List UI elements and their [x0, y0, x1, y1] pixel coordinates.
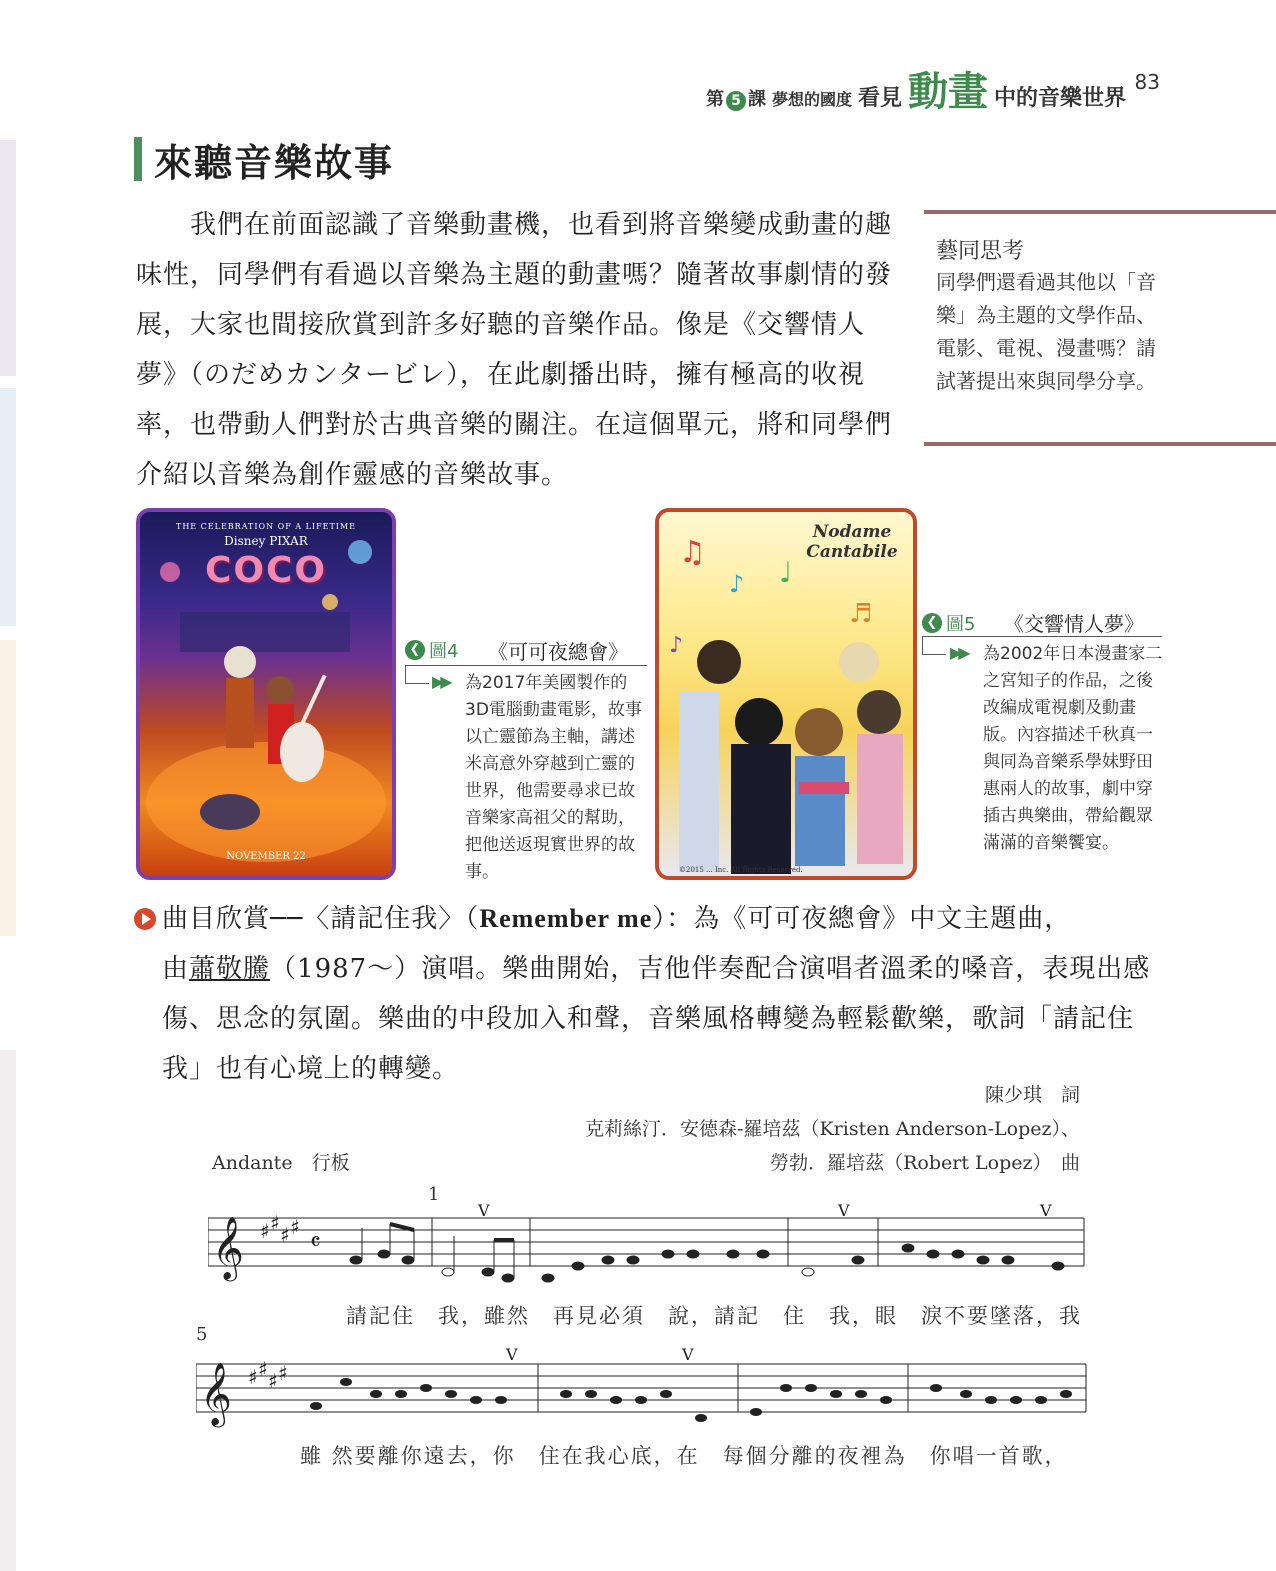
fig4-rule [405, 665, 647, 666]
nodame-poster [655, 508, 917, 880]
coco-title: COCO [204, 550, 328, 591]
svg-text:V: V [682, 1345, 694, 1364]
svg-text:V: V [506, 1345, 518, 1364]
fig4-connector-h [405, 683, 429, 684]
header-title-a: 看見 [857, 85, 902, 111]
coco-poster [136, 508, 396, 880]
svg-text:V: V [478, 1201, 490, 1220]
fig5-rule [922, 636, 1162, 637]
appreciation-pre: 由 [162, 954, 190, 984]
think-box-title: 藝同思考 [936, 239, 1025, 264]
running-header [706, 60, 1126, 117]
svg-text:V: V [1040, 1201, 1052, 1220]
appreciation-body [134, 944, 1174, 1094]
svg-text:𝄴: 𝄴 [310, 1228, 321, 1256]
measure-number-5: 5 [196, 1324, 208, 1345]
measure-number-1: 1 [428, 1184, 440, 1205]
fig4-label: ❮ 圖4 [405, 637, 458, 663]
back-arrow-icon: ❮ [922, 613, 942, 633]
staff-line-2 [196, 1340, 1096, 1440]
edge-tab-4 [0, 1050, 16, 1571]
intro-paragraph [136, 200, 896, 500]
fig5-text: 為2002年日本漫畫家二之宮知子的作品，之後改編成電視劇及動畫版。內容描述千秋真一與同為音樂系學妹野田惠兩人的故事，劇中穿插古典樂曲，帶給觀眾滿滿的音樂饗宴。 [983, 644, 1163, 853]
coco-tagline: THE CELEBRATION OF A LIFETIME [175, 522, 356, 531]
fig5-connector [922, 636, 924, 654]
section-title: 來聽音樂故事 [154, 140, 395, 185]
unit-name: 夢想的國度 [771, 90, 852, 109]
fig5-label: ❮ 圖5 [922, 610, 975, 636]
lyrics-line-2: 雖 然要離你遠去，你 住在我心底，在 每個分離的夜裡為 你唱一首歌， [300, 1444, 1068, 1468]
svg-text:♪: ♪ [669, 633, 684, 658]
svg-text:♫: ♫ [679, 535, 706, 570]
song-title-en: Remember me [479, 904, 653, 933]
edge-tab-3 [0, 640, 16, 936]
nodame-poster-art [659, 512, 913, 876]
appreciation-line-1 [134, 894, 1174, 944]
fig5-title: 《交響情人夢》 [1004, 612, 1144, 636]
staff-line-1 [208, 1200, 1088, 1300]
fig4-connector [405, 665, 407, 683]
svg-text:V: V [838, 1201, 850, 1220]
composer-credit-2: 勞勃．羅培茲（Robert Lopez） 曲 [770, 1152, 1080, 1174]
svg-text:𝄞: 𝄞 [212, 1216, 244, 1279]
tempo-marking: Andante 行板 [212, 1152, 350, 1174]
svg-text:♬: ♬ [849, 599, 873, 629]
coco-brand: Disney PIXAR [224, 534, 308, 548]
svg-text:♯: ♯ [260, 1219, 270, 1243]
composer-credit-1: 克莉絲汀．安德森-羅培茲（Kristen Anderson-Lopez）、 [585, 1118, 1080, 1140]
nodame-copyright: ©2015 ... Inc. All Rights Reserved. [679, 866, 803, 874]
think-box [924, 210, 1276, 446]
edge-tab-1 [0, 140, 16, 376]
nodame-title: Nodame Cantabile [806, 522, 898, 562]
svg-text:♯: ♯ [290, 1215, 300, 1239]
header-title-b: 中的音樂世界 [993, 85, 1126, 111]
fig4-title: 《可可夜總會》 [488, 640, 628, 664]
svg-text:♪: ♪ [729, 570, 745, 598]
double-arrow-icon: ▶▶ [950, 643, 967, 662]
svg-text:♯: ♯ [270, 1211, 280, 1235]
back-arrow-icon: ❮ [405, 640, 425, 660]
play-icon [134, 908, 156, 930]
svg-text:♯: ♯ [280, 1223, 290, 1247]
lyrics-line-1: 請記住 我，雖然 再見必須 說，請記 住 我，眼 淚不要墜落，我 [346, 1304, 1082, 1328]
fig4-text: 為2017年美國製作的3D電腦動畫電影，故事以亡靈節為主軸，講述米高意外穿越到亡靈的世界，他需要尋求已故音樂家高祖父的幫助，把他送返現實世界的故事。 [465, 673, 642, 882]
svg-text:♩: ♩ [779, 556, 793, 589]
svg-text:♯: ♯ [258, 1357, 268, 1381]
svg-text:♯: ♯ [268, 1369, 278, 1393]
svg-text:𝄞: 𝄞 [200, 1362, 232, 1425]
think-box-text: 同學們還看過其他以「音樂」為主題的文學作品、電影、電視、漫畫嗎？請試著提出來與同學分享。 [936, 270, 1156, 393]
song-appreciation [134, 894, 1174, 1094]
svg-text:♯: ♯ [248, 1365, 258, 1389]
singer-name: 蕭敬騰 [189, 954, 271, 984]
coco-date: NOVEMBER 22 [226, 851, 306, 862]
lyricist-credit: 陳少琪 詞 [984, 1084, 1080, 1106]
double-arrow-icon: ▶▶ [432, 672, 449, 691]
fig5-connector-h [922, 654, 946, 655]
edge-tab-2 [0, 388, 16, 626]
section-title-bar [134, 137, 142, 181]
appreciation-post: （1987～）演唱。樂曲開始，吉他伴奏配合演唱者溫柔的嗓音，表現出感傷、思念的氛圍。樂曲的中段加入和聲，音樂風格轉變為輕鬆歡樂，歌詞「請記住我」也有心境上的轉變。 [162, 954, 1151, 1084]
page-number: 83 [1134, 70, 1160, 94]
lesson-label: 第 5 課 [705, 89, 766, 110]
intro-text: 我們在前面認識了音樂動畫機，也看到將音樂變成動畫的趣味性，同學們有看過以音樂為主題的動畫嗎？隨著故事劇情的發展，大家也間接欣賞到許多好聽的音樂作品。像是《交響情人夢》（のだめカンタービレ），在此劇播出時，擁有極高的收視率，也帶動人們對於古典音樂的關注。在這個單元，將和同學們介紹以音樂為創作靈感的音樂故事。 [136, 210, 893, 490]
svg-text:♯: ♯ [278, 1361, 288, 1385]
appreciation-lead2: ）：為《可可夜總會》中文主題曲， [652, 904, 1072, 934]
header-title-big: 動畫 [907, 68, 988, 115]
appreciation-lead: 曲目欣賞──〈請記住我〉（ [162, 904, 480, 934]
